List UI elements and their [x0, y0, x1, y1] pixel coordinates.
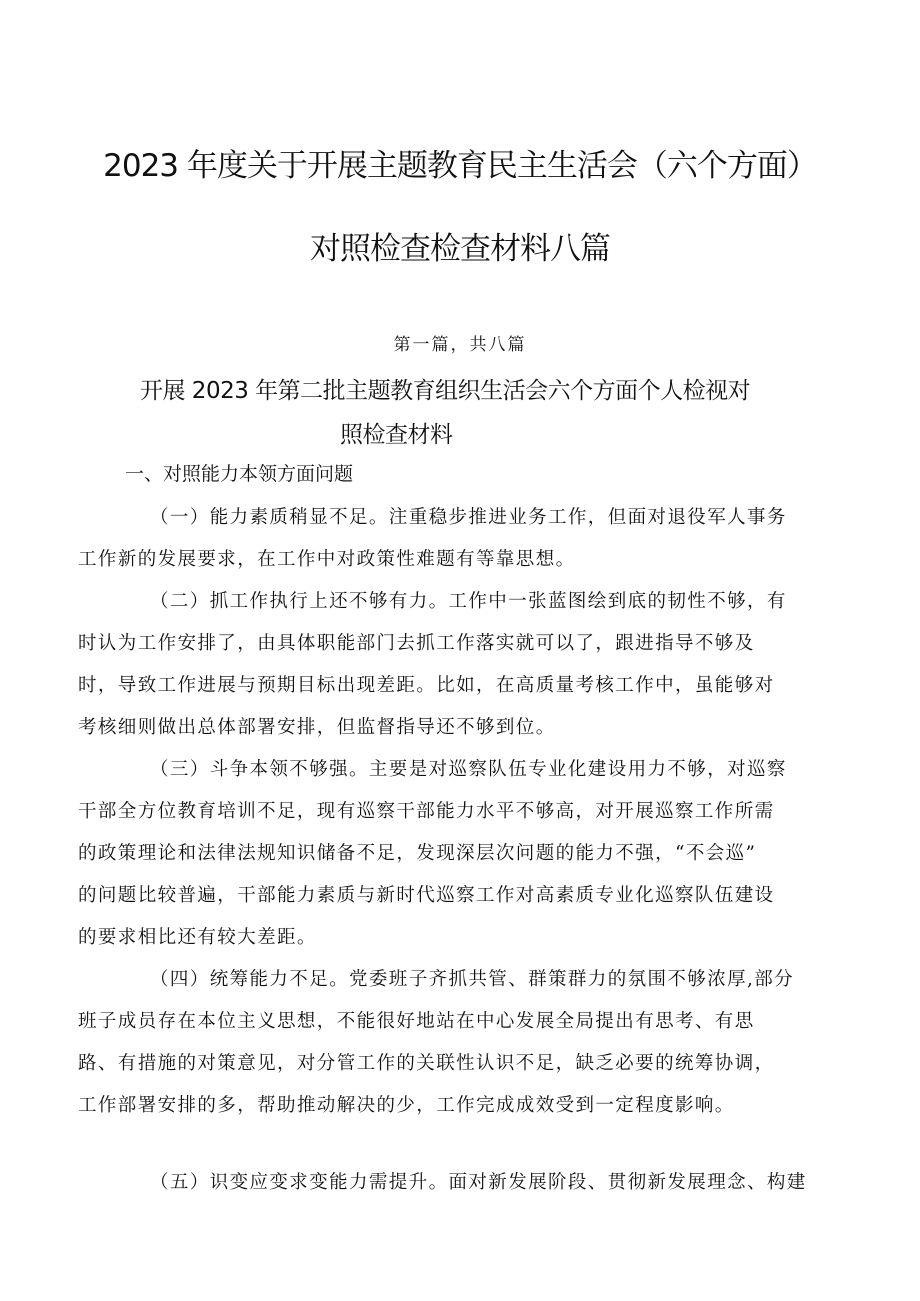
paragraph-2-line-4: 考核细则做出总体部署安排，但监督指导还不够到位。: [78, 717, 556, 738]
paragraph-4-line-4: 工作部署安排的多，帮助推动解决的少，工作完成成效受到一定程度影响。: [78, 1095, 735, 1116]
paragraph-3-line-5: 的要求相比还有较大差距。: [78, 927, 317, 948]
document-title-line-2: 对照检查检查材料八篇: [310, 231, 610, 267]
section-title-line-1: 开展 2023 年第二批主题教育组织生活会六个方面个人检视对: [140, 378, 751, 404]
paragraph-1-line-1: （一）能力素质稍显不足。注重稳步推进业务工作，但面对退役军人事务: [150, 507, 787, 528]
paragraph-3-line-4: 的问题比较普遍，干部能力素质与新时代巡察工作对高素质专业化巡察队伍建设: [78, 885, 775, 906]
document-number: 第一篇，共八篇: [393, 335, 527, 355]
paragraph-4-line-3: 路、有措施的对策意见，对分管工作的关联性认识不足，缺乏必要的统筹协调，: [78, 1053, 775, 1074]
section-title-line-2: 照检查材料: [340, 422, 453, 448]
paragraph-4-line-2: 班子成员存在本位主义思想，不能很好地站在中心发展全局提出有思考、有思: [78, 1011, 755, 1032]
paragraph-3-line-3: 的政策理论和法律法规知识储备不足，发现深层次问题的能力不强，“不会巡”: [78, 843, 757, 864]
paragraph-5-line-1: （五）识变应变求变能力需提升。面对新发展阶段、贯彻新发展理念、构建: [150, 1172, 807, 1193]
paragraph-3-line-2: 干部全方位教育培训不足，现有巡察干部能力水平不够高，对开展巡察工作所需: [78, 801, 775, 822]
section-heading: 一、对照能力本领方面问题: [125, 463, 354, 485]
paragraph-4-line-1: （四）统筹能力不足。党委班子齐抓共管、群策群力的氛围不够浓厚,部分: [150, 969, 795, 990]
paragraph-2-line-2: 时认为工作安排了，由具体职能部门去抓工作落实就可以了，跟进指导不够及: [78, 633, 755, 654]
paragraph-1-line-2: 工作新的发展要求，在工作中对政策性难题有等靠思想。: [78, 549, 576, 570]
paragraph-3-line-1: （三）斗争本领不够强。主要是对巡察队伍专业化建设用力不够，对巡察: [150, 759, 787, 780]
document-title-line-1: 2023 年度关于开展主题教育民主生活会（六个方面）: [103, 148, 817, 184]
paragraph-2-line-3: 时，导致工作进展与预期目标出现差距。比如，在高质量考核工作中，虽能够对: [78, 675, 775, 696]
paragraph-2-line-1: （二）抓工作执行上还不够有力。工作中一张蓝图绘到底的韧性不够，有: [150, 591, 787, 612]
